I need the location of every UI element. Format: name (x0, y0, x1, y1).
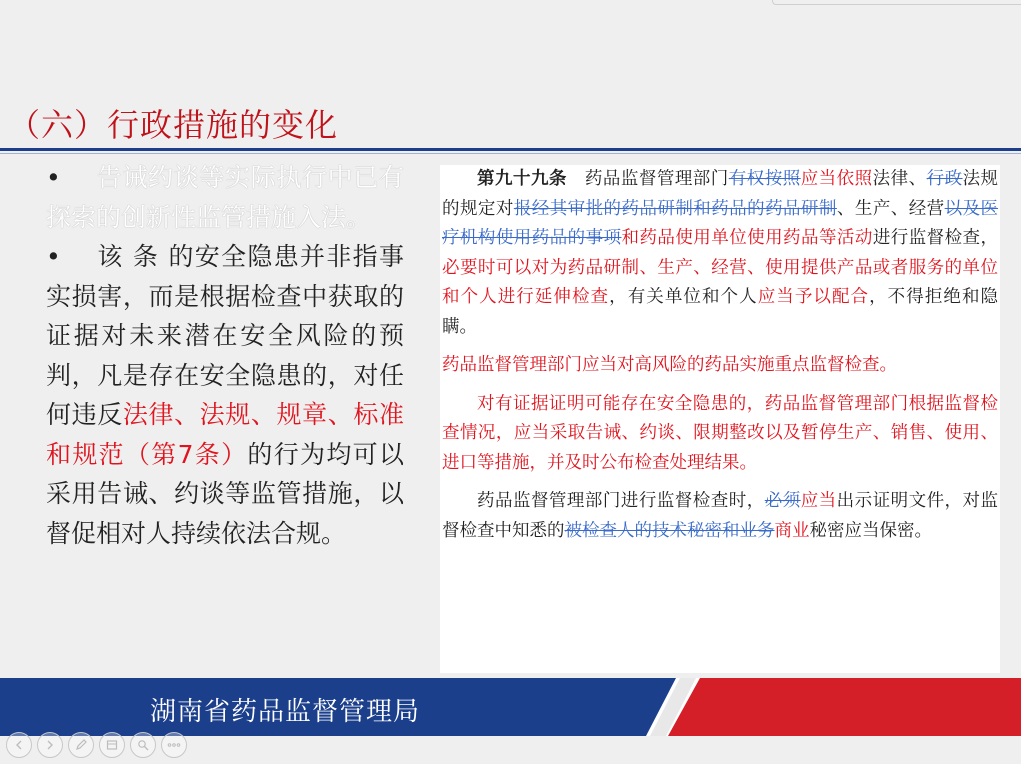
slideshow-controls (6, 732, 187, 758)
text-segment: 法律、 (872, 169, 927, 189)
prev-icon[interactable] (6, 732, 32, 758)
bullet-text-2-highlight: 法律、法规、规章、标准和规范（第7条） (46, 400, 404, 469)
corner-frame (772, 0, 1021, 5)
text-segment: 出示证明文件，对监督检查中知悉的 (442, 491, 999, 541)
inserted-text: 对有证据证明可能存在安全隐患的，药品监督管理部门根据监督检查情况，应当采取告诫、约谈、限期整改以及暂停生产、销售、使用、进口等措施，并及时公布检查处理结果。 (442, 393, 998, 473)
organization-name: 湖南省药品监督管理局 (150, 697, 421, 727)
bullet-item-1 (46, 158, 404, 237)
bullet-dot: • (46, 163, 61, 192)
inserted-text: 应当依照 (800, 169, 873, 189)
text-segment: ，有关单位和个人 (609, 287, 758, 307)
inserted-text: 应当予以配合 (757, 287, 870, 307)
deleted-text: 报经其审批的药品研制和药品的药品研制 (513, 198, 837, 219)
inserted-text: 药品监督管理部门应当对高风险的药品实施重点监督检查。 (442, 355, 897, 375)
text-segment: 、生产、经营 (836, 198, 945, 219)
inserted-text: 必要时可以对为药品研制、生产、经营、使用提供产品或者服务的单位和个人进行延伸检查 (442, 257, 998, 307)
inserted-text: 和药品使用单位使用药品等活动 (621, 228, 873, 248)
text-segment: 秘密应当保密。 (809, 520, 932, 541)
text-segment: 进行监督检查， (872, 228, 999, 248)
text-segment: 药品监督管理部门进行监督检查时， (477, 491, 765, 511)
text-segment: 药品监督管理部门 (566, 169, 729, 189)
next-icon[interactable] (37, 732, 63, 758)
inserted-text: 商业 (774, 520, 810, 541)
law-paragraph-2 (440, 351, 1000, 381)
bullet-item-2 (46, 237, 404, 553)
text-segment: 法规的规定对 (442, 169, 999, 219)
pen-icon[interactable] (68, 732, 94, 758)
deleted-text: 有权按照 (728, 169, 801, 189)
title-rule-thin (0, 153, 1021, 154)
deleted-text: 以及医疗机构使用药品的事项 (442, 198, 999, 248)
bullet-dot: • (46, 242, 61, 271)
bullet-text-2a: 该 条 的安全隐患并非指事实损害，而是根据检查中获取的证据对未来潜在安全风险的预判，凡是存在安全隐患的，对任何违反 (46, 242, 404, 429)
law-text-panel (440, 165, 1000, 673)
text-segment: ，不得拒绝和隐瞒。 (442, 287, 999, 337)
deleted-text: 被检查人的技术秘密和业务 (564, 520, 775, 541)
bullet-text-1: 告诫约谈等实际执行中已有探索的创新性监管措施入法。 (46, 163, 404, 232)
title-rule (0, 148, 1021, 151)
inserted-text: 应当 (800, 491, 837, 511)
bullet-text-2b: 的行为均可以采用告诫、约谈等监管措施，以督促相对人持续依法合规。 (46, 439, 404, 548)
law-paragraph-3 (440, 390, 1000, 479)
article-number: 第九十九条 (477, 169, 567, 189)
slide-title: （六）行政措施的变化 (8, 106, 339, 144)
more-icon[interactable] (161, 732, 187, 758)
deleted-text: 行政 (926, 169, 963, 189)
footer-band (0, 678, 1021, 736)
zoom-icon[interactable] (130, 732, 156, 758)
deleted-text: 必须 (764, 491, 801, 511)
law-paragraph-4 (440, 487, 1000, 546)
slides-icon[interactable] (99, 732, 125, 758)
law-paragraph-1 (440, 165, 1000, 342)
bullet-list (46, 158, 404, 553)
